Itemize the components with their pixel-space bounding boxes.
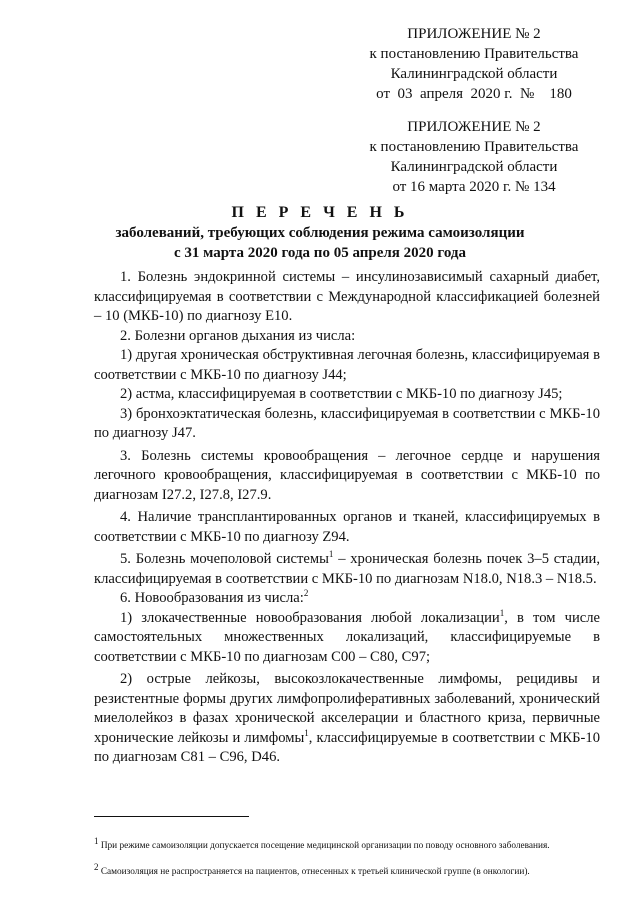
appendix-1-title: ПРИЛОЖЕНИЕ № 2 [407, 26, 541, 42]
item-3: 3. Болезнь системы кровообращения – легочное сердце и нарушения легочного кровообращения, классифицируемая в соответствии с МКБ-10 по диагнозам I27.2, I27.8, I27.9. [94, 447, 600, 503]
heading-line-1: заболеваний, требующих соблюдения режима самоизоляции [115, 225, 525, 241]
appendix-header-2 [344, 117, 604, 197]
item-6-2-text-a: 2) острые лейкозы, высокозлокачественные лимфомы, рецидивы и резистентные формы других лимфопролиферативных заболеваний, хронический миелолейкоз в фазах хронической акселерации и бластного криза, первичные хронические лейкозы и лимфомы [94, 671, 600, 746]
footnote-ref-2: 2 [303, 588, 309, 599]
item-6-1-text-b: , в том числе самостоятельных множественных локализаций, классифицируемые в соответствии с МКБ-10 по диагнозам C00 – C80, C97; [94, 609, 600, 665]
item-5-text-a: 5. Болезнь мочеполовой системы [120, 551, 329, 567]
item-6-1 [94, 609, 600, 668]
appendix-1-line-1: к постановлению Правительства [369, 46, 579, 62]
appendix-2-title: ПРИЛОЖЕНИЕ № 2 [407, 119, 541, 135]
footnote-2-mark: 2 [94, 861, 99, 872]
footnote-ref-1: 1 [328, 549, 334, 560]
heading-title: П Е Р Е Ч Е Н Ь [231, 204, 409, 221]
item-6-2 [94, 670, 600, 768]
item-6 [94, 589, 600, 609]
item-4: 4. Наличие трансплантированных органов и тканей, классифицируемых в соответствии с МКБ-10 по диагнозу Z94. [94, 509, 600, 545]
footnote-1-text: При режиме самоизоляции допускается посещение медицинской организации по поводу основного заболевания. [98, 841, 550, 851]
item-5 [94, 550, 600, 589]
item-2-1: 1) другая хроническая обструктивная легочная болезнь, классифицируемая в соответствии с МКБ-10 по диагнозу J44; [94, 347, 600, 383]
appendix-header-1 [344, 24, 604, 104]
document-heading [0, 203, 640, 263]
appendix-1-line-2: Калининградской области [390, 66, 558, 82]
item-2-3: 3) бронхоэктатическая болезнь, классифицируемая в соответствии с МКБ-10 по диагнозу J47. [94, 405, 600, 441]
item-1: 1. Болезнь эндокринной системы – инсулинозависимый сахарный диабет, классифицируемая в соответствии с Международной классификацией болезней – 10 (МКБ-10) по диагнозу E10. [94, 269, 600, 324]
item-6-1-text-a: 1) злокачественные новообразования любой локализации [120, 609, 500, 626]
appendix-2-line-1: к постановлению Правительства [369, 139, 579, 155]
footnote-2-text: Самоизоляция не распространяется на пациентов, отнесенных к третьей клинической группе (в онкологии). [98, 867, 530, 877]
item-2: 2. Болезни органов дыхания из числа: [120, 327, 356, 344]
item-2-2: 2) астма, классифицируемая в соответствии с МКБ-10 по диагнозу J45; [120, 386, 563, 402]
document-body [94, 268, 600, 768]
item-6-2-text-b: , классифицируемые в соответствии с МКБ-10 по диагнозам C81 – C96, D46. [94, 729, 600, 765]
footnote-ref-1b: 1 [499, 607, 505, 618]
footnote-1 [94, 835, 600, 853]
appendix-1-line-3: от 03 апреля 2020 г. № 180 [376, 86, 572, 102]
footnote-separator [94, 816, 249, 817]
footnote-1-mark: 1 [94, 835, 99, 846]
item-5-text-b: – хроническая болезнь почек 3–5 стадии, классифицируемая в соответствии с МКБ-10 по диагнозам N18.0, N18.3 – N18.5. [94, 551, 600, 587]
appendix-2-line-2: Калининградской области [390, 159, 558, 175]
appendix-2-line-3: от 16 марта 2020 г. № 134 [392, 179, 556, 195]
heading-line-2: с 31 марта 2020 года по 05 апреля 2020 года [173, 245, 467, 261]
item-6-text: 6. Новообразования из числа: [120, 590, 304, 606]
footnote-2 [94, 861, 600, 879]
footnote-ref-1c: 1 [304, 727, 309, 738]
